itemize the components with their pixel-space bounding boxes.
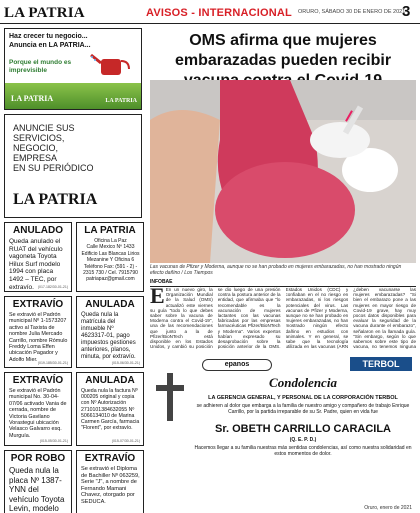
vaccination-photo (150, 80, 416, 263)
page-number: 3 (402, 3, 411, 20)
services-ad-line: EN SU PERIÓDICO (13, 163, 94, 173)
condolence-line2: se adhieren al dolor que embarga a la familia de nuestro amigo y compañero de trabajo Enrique Carrillo, por la partida irreparable de su Sr. Padre, quien en vida fue (196, 403, 410, 415)
services-ad-line: EMPRESA (13, 153, 58, 163)
classified-box (76, 296, 144, 368)
qepd: (Q. E. P. D.) (289, 437, 317, 443)
office-info-box (76, 222, 144, 292)
classified-ref: (015-06/30-01-21) (111, 361, 140, 365)
watering-can-icon (89, 51, 133, 79)
condolence-message: Hacemos llegar a su familia nuestras más sentidas condolencias, así como nuestra solidaridad en estos momentos de dolor. (194, 445, 412, 457)
classified-title: ANULADO (13, 225, 63, 236)
classified-ref: (019-185/30-01-21) (37, 361, 68, 365)
newspaper-brand: LA PATRIA (4, 5, 85, 21)
classified-title: ANULADA (85, 299, 135, 310)
drop-cap: E (150, 287, 165, 308)
services-ad-line: ANUNCIE SUS (13, 123, 75, 133)
office-box-title: LA PATRIA (84, 225, 136, 236)
garden-ad-line2: Anuncia en LA PATRIA... (9, 42, 91, 49)
garden-ad-logo-right: LA PATRIA (105, 98, 137, 104)
services-ad-text (13, 123, 94, 173)
classified-body: Se extravió el Diploma de Bachiller Nº 063259, Serie "J", a nombre de Fernando Mamani Chavez, otorgado por SEDUCA. (81, 466, 140, 505)
condolence-title: Condolencia (269, 375, 337, 390)
classified-body: Se extravió el Padrón municipal No. 30-04-07/06 activado Vania de cerrada, nombre de Victoria Gavilano Vorastegui ubicación Velasco Galvarro esq. Murguía. (9, 388, 67, 439)
office-box-body: Oficina La Paz Calle Mexico Nº 1433 Edificio Las Blancas Lirios Mezanine Y Oficina 6 Teléfono Fax: (591 - 2) - 2315 730 / Cel. 7915790 patriapaz@gmail.com (81, 238, 140, 283)
classified-title: ANULADA (85, 375, 135, 386)
classified-body: Queda nula la factura Nº 000205 original y copia con Nº Autorización 2710101384632055 Nº 5066134010 de Marina Carmen García, farmacia "Florent", por extravío. (81, 388, 140, 432)
classified-body: Queda anulado el RUAT del vehículo vagoneta Toyota Hilux Surf modelo 1994 con placa 1492 – TEC, por extravío. (9, 238, 63, 291)
article-column-text: En un nuevo giro, la Organización Mundial de la Salud (OMS) actualizó este viernes su guía "todo lo que debes saber sobre la vacuna de Moderna contra el Covid-19", una de las recomendaciones que junto a la de Pfizer/BioNTech está disponible en los Estados Unidos, y cambió su posición (150, 287, 213, 349)
services-ad-line: SERVICIOS, (13, 133, 65, 143)
classified-ref: (015-05/30-01-21) (39, 439, 68, 443)
article-headline: OMS afirma que mujeres embarazadas pueden recibir (174, 32, 392, 69)
classified-body: Se extravió el Padrón municipal Nº 1-1573207 activo al Taxista de nombre Julia Mercado Carrillo, nombre Rómulo Freddy Loma Effen ubicación Pagador y Adolfo Mier. (9, 312, 68, 363)
issue-date: ORURO, SÁBADO 30 DE ENERO DE 2021 (298, 9, 406, 15)
article-column: ¿deben vacunarse las mujeres embarazadas? "Si bien el embarazo pone a las mujeres en mayor riesgo de Covid-19 grave, hay muy pocos datos disponibles para evaluar la seguridad de la vacuna durante el embarazo", señalaron en la llamada guía. "Sin embargo, según lo que sabemos sobre este tipo de vacuna, no tenemos ninguna (353, 287, 416, 349)
classified-ref: (015-07/30-01-21) (111, 439, 140, 443)
deceased-name: Sr. OBETH CARRILLO CARACILA (215, 423, 391, 435)
classified-box (76, 372, 144, 446)
article-column: Estados Unidos (CDC) y confiaban en el no riesgo en embarazadas, ni los riesgos potenciales del virus. Las vacunas de Pfizer y Moderna, aunque no se han probado en mujeres embarazadas, no han mostrado ningún efecto dañino en estudios con animales. Y en general, se sabe que la tecnología utilizada en las vacunas (ARN (285, 287, 349, 349)
article-column (150, 287, 213, 349)
condolence-line1: LA GERENCIA GENERAL, Y PERSONAL DE LA CORPORACIÓN TERBOL (208, 395, 398, 401)
section-title: AVISOS - INTERNACIONAL (146, 7, 292, 19)
garden-ad-line3: Porque el mundo es imprevisible (9, 59, 72, 74)
services-ad (4, 114, 142, 218)
classified-title: POR ROBO (10, 453, 66, 464)
classified-box (4, 450, 72, 513)
classified-box (4, 296, 72, 368)
classified-body: Queda nula la matrícula del inmueble Nº 4623317-01, pago impuestos gestiones anteriores, planos, minuta, por extravío. (81, 312, 136, 360)
article-source: INFOBAE (150, 279, 416, 287)
classified-title: EXTRAVÍO (12, 375, 64, 386)
photo-caption: Las vacunas de Pfizer y Moderna, aunque no se han probado en mujeres embarazadas, no han mostrado ningún efecto dañino / Los Tiempos (150, 264, 402, 276)
page-header (0, 0, 420, 24)
classified-body: Queda nula la placa Nº 1387-YNN del vehículo Toyota Levin, modelo (9, 466, 65, 513)
classified-box (4, 372, 72, 446)
garden-ad-line1: Haz crecer tu negocio... (9, 33, 88, 40)
garden-ad (4, 28, 142, 110)
services-ad-line: NEGOCIO, (13, 143, 59, 153)
article-body (150, 287, 416, 349)
services-ad-brand: LA PATRIA (13, 191, 98, 208)
classified-ref: (017-182/30-01-21) (37, 285, 68, 289)
terbol-logo: TERBOL (350, 357, 412, 371)
classified-title: EXTRAVÍO (12, 299, 64, 310)
article-column: se dio luego de una presión contra la postura anterior de la entidad, que afirmaba que "lo recomendable es la vacunación de mujeres lactantes con las vacunas fabricadas por las empresas farmacéuticas Pfizer/BioNTech y Moderna". Varios expertos habían expresado su desaprobación sobre la posición anterior de la OMS. (217, 287, 281, 349)
epanos-logo: epanos (202, 359, 272, 371)
classified-box (4, 222, 72, 292)
condolence-date: Oruro, enero de 2021 (364, 505, 412, 511)
cross-icon (154, 373, 186, 421)
garden-ad-logo-left: LA PATRIA (11, 94, 54, 103)
condolence-notice (150, 355, 416, 513)
classified-box (76, 450, 144, 513)
classified-title: EXTRAVÍO (84, 453, 136, 464)
